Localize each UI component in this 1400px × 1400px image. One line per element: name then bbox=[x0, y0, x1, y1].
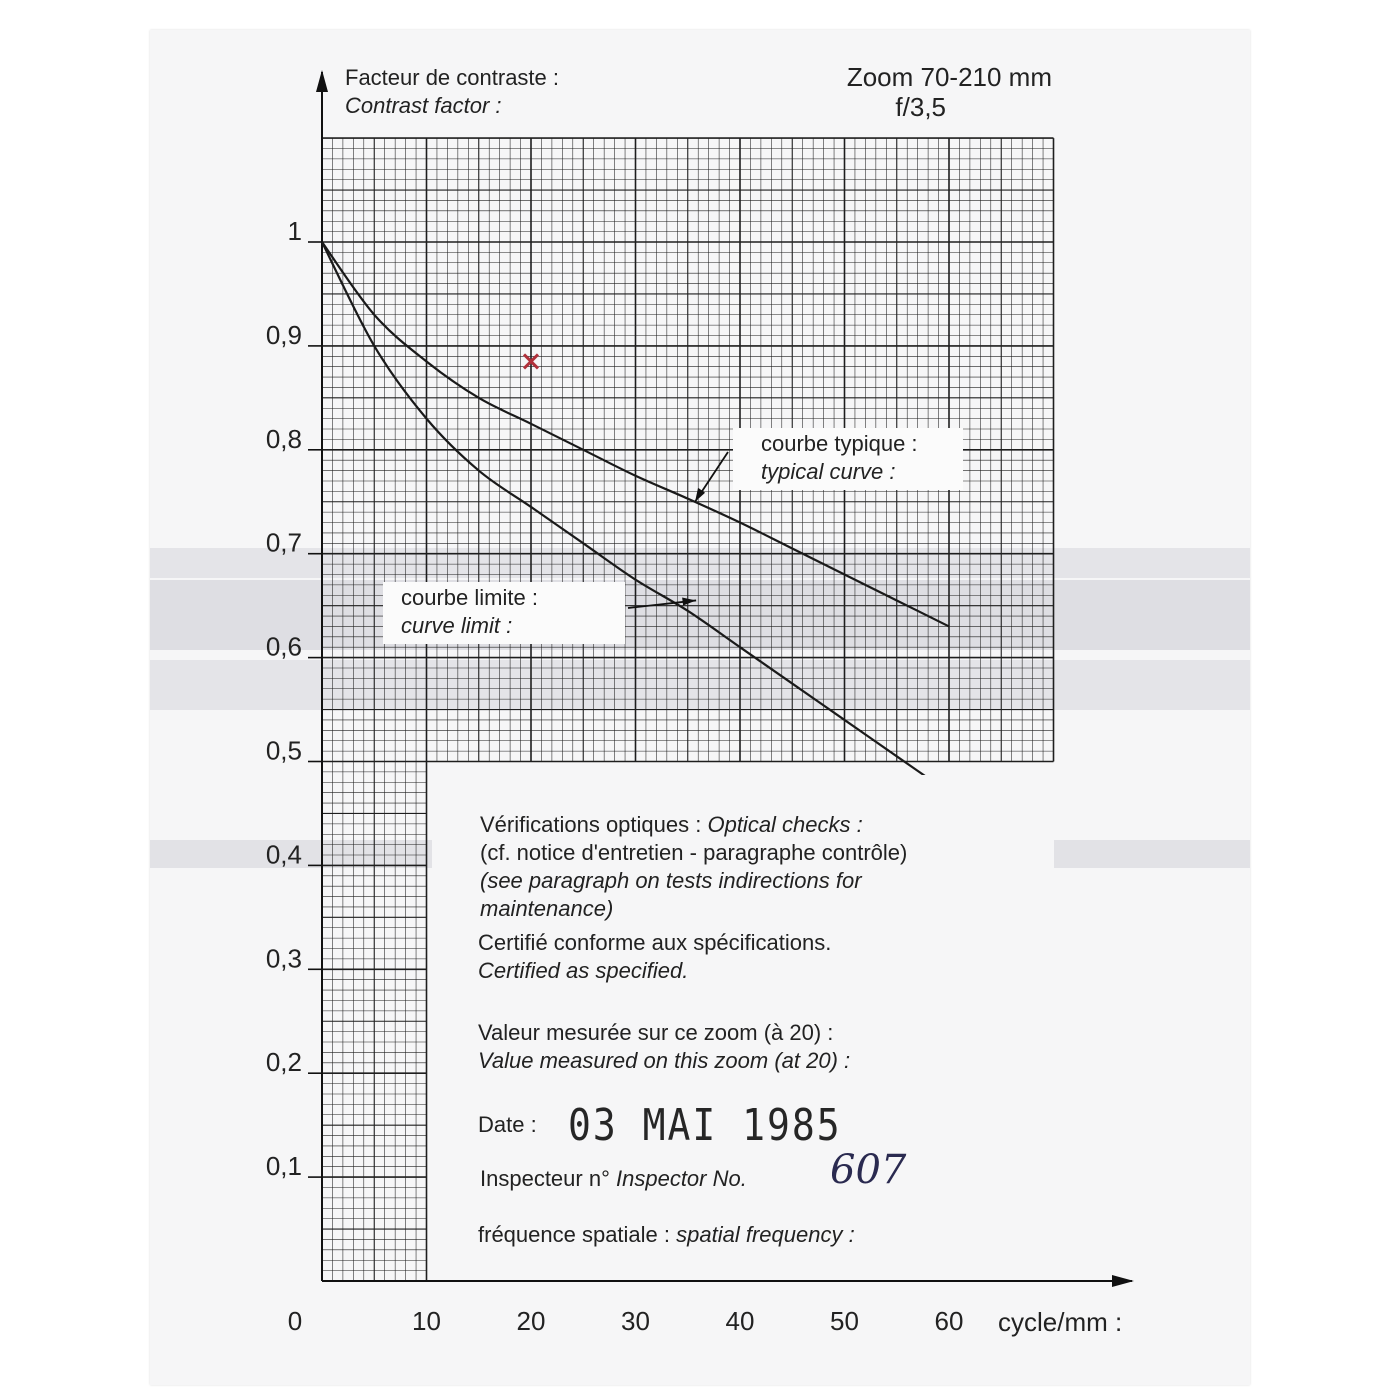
lens-model: Zoom 70-210 mm bbox=[846, 62, 1052, 92]
x-tick-label: 30 bbox=[621, 1306, 650, 1336]
limit-curve-label bbox=[383, 582, 625, 644]
measured-value-fr: Valeur mesurée sur ce zoom (à 20) : bbox=[478, 1020, 834, 1045]
measured-value-en: Value measured on this zoom (at 20) : bbox=[478, 1048, 851, 1073]
inspector-label-en: Inspector No. bbox=[616, 1166, 747, 1191]
y-tick-label: 0,7 bbox=[265, 527, 302, 558]
y-tick-label: 0,4 bbox=[265, 839, 302, 870]
spatial-frequency-line bbox=[478, 1221, 855, 1249]
inspector-line bbox=[480, 1165, 747, 1193]
typical-curve-label-en: typical curve : bbox=[761, 459, 896, 484]
x-tick-label: 50 bbox=[830, 1306, 859, 1336]
y-tick-label: 0,5 bbox=[265, 735, 302, 766]
x-tick-label: 20 bbox=[516, 1306, 546, 1336]
x-axis-arrow bbox=[1112, 1275, 1134, 1287]
typical-curve-label-fr: courbe typique : bbox=[761, 431, 918, 456]
y-tick-label: 0,6 bbox=[265, 631, 302, 662]
optical-checks-en: Optical checks : bbox=[707, 812, 863, 837]
inspector-number: 607 bbox=[830, 1147, 907, 1193]
y-axis-title-fr: Facteur de contraste : bbox=[345, 65, 559, 90]
x-tick-label: 40 bbox=[725, 1306, 755, 1336]
inspector-label-fr: Inspecteur n° bbox=[480, 1166, 610, 1191]
y-axis-title-en: Contrast factor : bbox=[345, 93, 502, 118]
inspection-panel bbox=[432, 775, 1054, 1280]
y-tick-label: 0,3 bbox=[265, 943, 302, 974]
maintenance-ref-en: (see paragraph on tests indirections for bbox=[480, 868, 862, 893]
y-tick-label: 1 bbox=[287, 216, 302, 246]
x-tick-label: 60 bbox=[934, 1306, 964, 1336]
maintenance-ref-fr: (cf. notice d'entretien - paragraphe contrôle) bbox=[480, 840, 908, 865]
lens-spec bbox=[700, 62, 1052, 122]
limit-curve-label-en: curve limit : bbox=[401, 613, 513, 638]
spatial-frequency-fr: fréquence spatiale : bbox=[478, 1222, 671, 1247]
date-label: Date : bbox=[478, 1112, 537, 1137]
typical-curve-label bbox=[733, 428, 963, 490]
certified-en: Certified as specified. bbox=[478, 958, 689, 983]
x-tick-label: 0 bbox=[287, 1306, 303, 1336]
certified-fr: Certifié conforme aux spécifications. bbox=[478, 930, 832, 955]
date-stamp: 03 MAI 1985 bbox=[568, 1099, 842, 1151]
y-tick-label: 0,8 bbox=[265, 423, 302, 454]
maintenance-ref-en-2: maintenance) bbox=[480, 896, 614, 921]
y-tick-label: 0,2 bbox=[265, 1047, 302, 1078]
lens-aperture: f/3,5 bbox=[895, 92, 946, 122]
optical-checks-line bbox=[480, 811, 863, 839]
x-axis-unit: cycle/mm : bbox=[998, 1307, 1123, 1337]
y-axis-arrow bbox=[316, 70, 328, 92]
y-tick-label: 0,9 bbox=[265, 319, 302, 350]
x-tick-label: 10 bbox=[412, 1306, 441, 1336]
y-axis-title bbox=[345, 64, 559, 120]
optical-checks-fr: Vérifications optiques : bbox=[480, 812, 702, 837]
y-tick-label: 0,1 bbox=[265, 1151, 302, 1182]
spatial-frequency-en: spatial frequency : bbox=[676, 1222, 855, 1247]
limit-curve-label-fr: courbe limite : bbox=[401, 585, 538, 610]
